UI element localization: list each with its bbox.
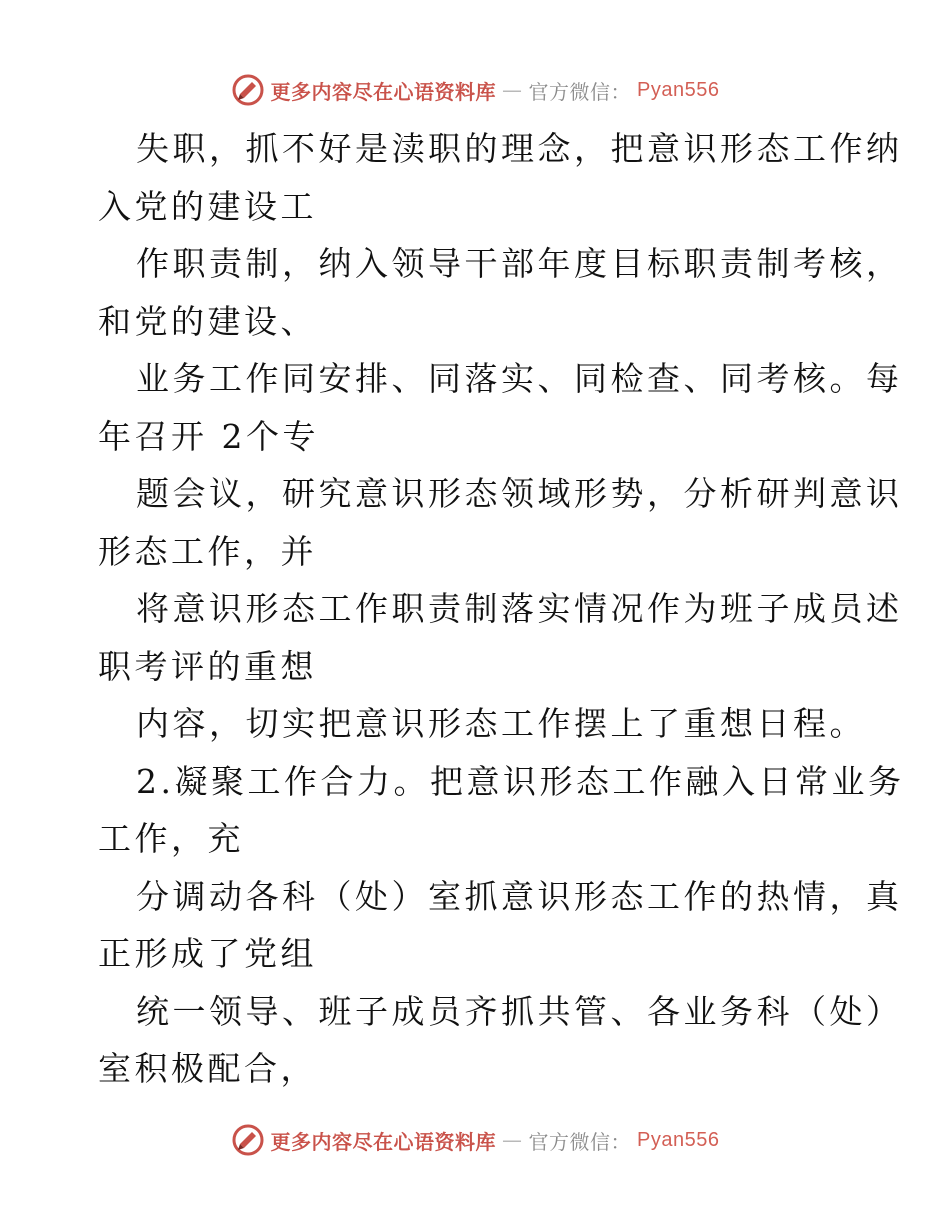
paragraph-continuation: 室积极配合， bbox=[98, 1049, 317, 1088]
paragraph-continuation: 和党的建设、 bbox=[98, 301, 317, 341]
paragraph bbox=[98, 465, 903, 580]
paragraph-first-line: 统一领导、班子成员齐抓共管、各业务科（处） bbox=[136, 991, 903, 1031]
paragraph-first-line: 将意识形态工作职责制落实情况作为班子成员述 bbox=[136, 589, 903, 628]
banner-separator: — bbox=[502, 1128, 523, 1152]
paragraph bbox=[98, 235, 903, 350]
paragraph bbox=[98, 120, 903, 235]
paragraph bbox=[98, 580, 903, 695]
paragraph-continuation: 入党的建设工 bbox=[98, 186, 317, 226]
paragraph-first-line: 分调动各科（处）室抓意识形态工作的热情，真 bbox=[136, 876, 903, 916]
paragraph-continuation: 形态工作，并 bbox=[98, 531, 317, 571]
paragraph-first-line: 题会议，研究意识形态领域形势，分析研判意识 bbox=[136, 474, 903, 513]
header-watermark bbox=[0, 70, 950, 110]
library-logo-icon bbox=[231, 1123, 265, 1157]
library-logo-icon bbox=[231, 73, 265, 107]
banner-separator: — bbox=[502, 78, 523, 102]
paragraph-continuation: 工作，充 bbox=[98, 819, 244, 858]
paragraph-continuation: 正形成了党组 bbox=[98, 934, 317, 973]
banner-official-label: 官方微信： bbox=[528, 1129, 632, 1154]
banner-official-label: 官方微信： bbox=[528, 79, 632, 104]
paragraph-first-line: 业务工作同安排、同落实、同检查、同考核。每 bbox=[136, 359, 903, 398]
paragraph-first-line: 2.凝聚工作合力。把意识形态工作融入日常业务 bbox=[136, 761, 905, 801]
paragraph-first-line: 内容，切实把意识形态工作摆上了重想日程。 bbox=[136, 704, 866, 743]
banner-main-text: 更多内容尽在心语资料库 bbox=[270, 1129, 497, 1154]
paragraph-first-line: 作职责制，纳入领导干部年度目标职责制考核， bbox=[136, 244, 903, 283]
paragraph-first-line: 失职，抓不好是渎职的理念，把意识形态工作纳 bbox=[136, 129, 903, 168]
banner-main-text: 更多内容尽在心语资料库 bbox=[270, 79, 497, 104]
paragraph-continuation: 年召开 2个专 bbox=[98, 416, 319, 456]
document-body bbox=[98, 120, 905, 1098]
paragraph bbox=[98, 753, 905, 868]
paragraph-continuation: 职考评的重想 bbox=[98, 646, 317, 686]
paragraph bbox=[98, 868, 903, 983]
paragraph bbox=[98, 695, 866, 753]
paragraph bbox=[98, 350, 903, 465]
banner-wechat-id: Pyan556 bbox=[637, 78, 720, 101]
paragraph bbox=[98, 983, 903, 1098]
banner-wechat-id: Pyan556 bbox=[637, 1128, 720, 1151]
footer-watermark bbox=[0, 1120, 950, 1160]
